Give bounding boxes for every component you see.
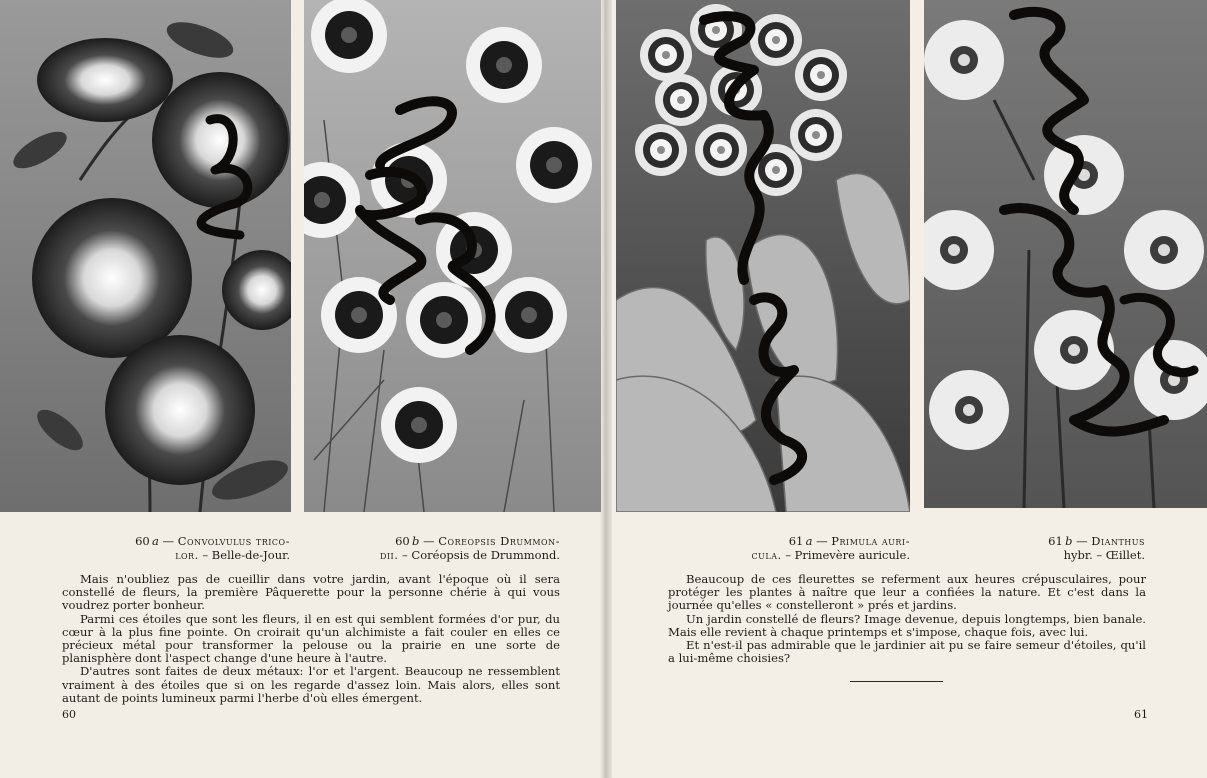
- caption-60b: 60 b — Coreopsis Drummon- dii. – Coréopsis de Drummond.: [379, 534, 560, 562]
- paragraph: Et n'est-il pas admirable que le jardinier ait pu se faire semeur d'étoiles, qu'il a lui-même choisies?: [668, 638, 1146, 666]
- caption-61b: 61 b — Dianthus hybr. – Œillet.: [1048, 534, 1145, 562]
- primula-photo: [616, 0, 910, 512]
- paragraph: Parmi ces étoiles que sont les fleurs, il en est qui semblent formées d'or pur, du cœur à la plus fine pointe. On croirait qu'un alchimiste a fait couler en elles ce précieux métal pour transformer la pelouse ou la prairie en une sorte de planisphère dont l'aspect change d'une heure à l'autre.: [62, 611, 560, 666]
- caption-61a: 61 a — Primula auri- cula. – Primevère auricule.: [751, 534, 910, 562]
- coreopsis-photo: [304, 0, 601, 512]
- right-page-body: [668, 573, 1146, 665]
- section-end-rule: [850, 681, 943, 682]
- left-page-body: [62, 573, 560, 705]
- page-number-right: 61: [1134, 708, 1148, 721]
- paragraph: Un jardin constellé de fleurs? Image devenue, depuis longtemps, bien banale. Mais elle revient à chaque printemps et s'impose, chaque fois, avec lui.: [668, 611, 1146, 639]
- dianthus-photo: [924, 0, 1207, 508]
- page-number-left: 60: [62, 708, 76, 721]
- book-gutter: [600, 0, 612, 778]
- paragraph: Beaucoup de ces fleurettes se referment aux heures crépusculaires, pour protéger les plantes à naître que leur a confiées la nature. Et c'est dans la journée qu'elles « constelleront » prés et jardins.: [668, 572, 1146, 613]
- paragraph: D'autres sont faites de deux métaux: l'or et l'argent. Beaucoup ne ressemblent vraiment à des étoiles que si on les regarde d'assez loin. Mais alors, elles sont autant de points lumineux parmi l'herbe d'où elles émergent.: [62, 664, 560, 705]
- paragraph: Mais n'oubliez pas de cueillir dans votre jardin, avant l'époque où il sera constellé de fleurs, la première Pâquerette pour la personne chérie à qui vous voudrez porter bonheur.: [62, 572, 560, 613]
- convolvulus-photo: [0, 0, 291, 512]
- caption-60a: 60 a — Convolvulus trico- lor. – Belle-de-Jour.: [135, 534, 290, 562]
